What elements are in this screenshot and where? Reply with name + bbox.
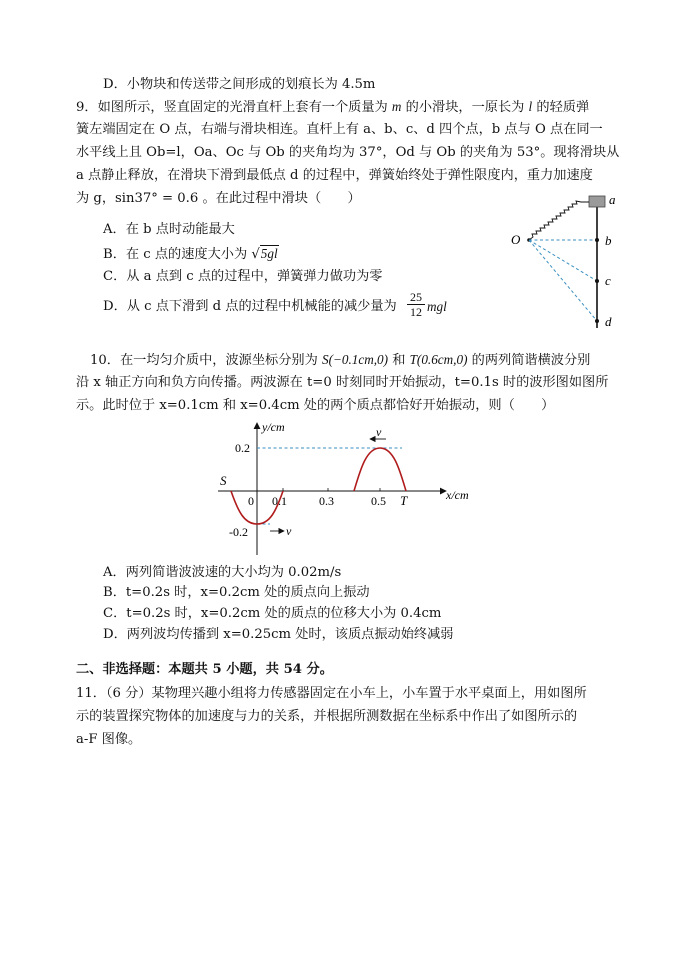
q9-stem-line-5: 为 g，sin37° = 0.6 。在此过程中滑块（ ） — [76, 191, 361, 206]
q10-stem-line-1: 10．在一均匀介质中，波源坐标分别为 S(−0.1cm,0) 和 T(0.6cm,0) 的两列简谐横波分别 — [90, 352, 591, 368]
x-axis-label: x/cm — [446, 488, 469, 502]
point-c-dot — [595, 279, 599, 283]
fraction-numerator: 25 — [407, 290, 425, 305]
q10-stem-line-2: 沿 x 轴正方向和负方向传播。两波源在 t=0 时刻同时开始振动，t=0.1s 时的波形图如图所 — [76, 375, 609, 390]
x-tick-0.5: 0.5 — [371, 494, 386, 508]
q10-option-c: C．t=0.2s 时，x=0.2cm 处的质点的位移大小为 0.4cm — [103, 606, 442, 621]
point-d-dot — [595, 319, 599, 323]
q9-option-d: D．从 c 点下滑到 d 点的过程中机械能的减少量为 — [103, 299, 397, 314]
q9-option-a: A．在 b 点时动能最大 — [103, 222, 235, 237]
q10-option-b: B．t=0.2s 时，x=0.2cm 处的质点向上振动 — [103, 585, 370, 600]
wave-from-t — [354, 448, 406, 491]
label-s: S — [220, 473, 227, 488]
label-b: b — [605, 233, 612, 248]
velocity-label-left: v — [376, 425, 382, 439]
q9-stem-line-1: 9．如图所示，竖直固定的光滑直杆上套有一个质量为 m 的小滑块，一原长为 l 的轻质弹 — [76, 99, 590, 115]
q11-line-1: 11．（6 分）某物理兴趣小组将力传感器固定在小车上，小车置于水平桌面上，用如图所 — [76, 686, 587, 701]
y-tick-bottom: -0.2 — [229, 525, 248, 539]
q10-option-d: D．两列波均传播到 x=0.25cm 处时，该质点振动始终减弱 — [103, 627, 454, 642]
section-2-title: 二、非选择题：本题共 5 小题，共 54 分。 — [76, 662, 333, 677]
x-tick-0.1: 0.1 — [272, 494, 287, 508]
q9-option-d-unit: mgl — [427, 299, 447, 314]
q9-spring-rod-figure — [505, 188, 620, 333]
y-axis-label: y/cm — [262, 420, 285, 434]
q9-option-b: B．在 c 点的速度大小为 √5gl — [103, 246, 278, 262]
sqrt-symbol: √ — [251, 247, 260, 262]
q8-option-d: D．小物块和传送带之间形成的划痕长为 4.5m — [103, 77, 376, 92]
point-b-dot — [595, 238, 599, 242]
dashed-oc — [529, 240, 597, 281]
q11-line-3: a-F 图像。 — [76, 732, 142, 747]
q9-fraction — [407, 290, 425, 319]
y-tick-top: 0.2 — [235, 441, 250, 455]
spring — [529, 201, 589, 240]
q9-stem-line-4: a 点静止释放，在滑块下滑到最低点 d 的过程中，弹簧始终处于弹性限度内，重力加速度 — [76, 168, 593, 183]
label-d: d — [605, 314, 612, 329]
label-c: c — [605, 273, 611, 288]
q10-wave-graph — [210, 415, 480, 560]
label-o: O — [511, 232, 521, 247]
q9-stem-line-3: 水平线上且 Ob=l，Oa、Oc 与 Ob 的夹角均为 37°，Od 与 Ob 的夹角为 53°。现将滑块从 — [76, 145, 620, 160]
dashed-od — [529, 240, 597, 321]
velocity-label-right: v — [286, 524, 292, 538]
q10-option-a: A．两列简谐波波速的大小均为 0.02m/s — [103, 565, 342, 580]
q10-stem-line-3: 示。此时位于 x=0.1cm 和 x=0.4cm 处的两个质点都恰好开始振动，则（ ） — [76, 398, 555, 413]
q9-stem-line-2: 簧左端固定在 O 点，右端与滑块相连。直杆上有 a、b、c、d 四个点，b 点与 O 点在同一 — [76, 122, 603, 137]
x-tick-0: 0 — [248, 494, 254, 508]
fraction-denominator: 12 — [410, 305, 422, 319]
label-t: T — [400, 493, 408, 508]
label-a: a — [609, 192, 616, 207]
x-tick-0.3: 0.3 — [319, 494, 334, 508]
q9-option-c: C．从 a 点到 c 点的过程中，弹簧弹力做功为零 — [103, 269, 383, 284]
slider-block — [589, 196, 605, 207]
q11-line-2: 示的装置探究物体的加速度与力的关系，并根据所测数据在坐标系中作出了如图所示的 — [76, 709, 578, 724]
